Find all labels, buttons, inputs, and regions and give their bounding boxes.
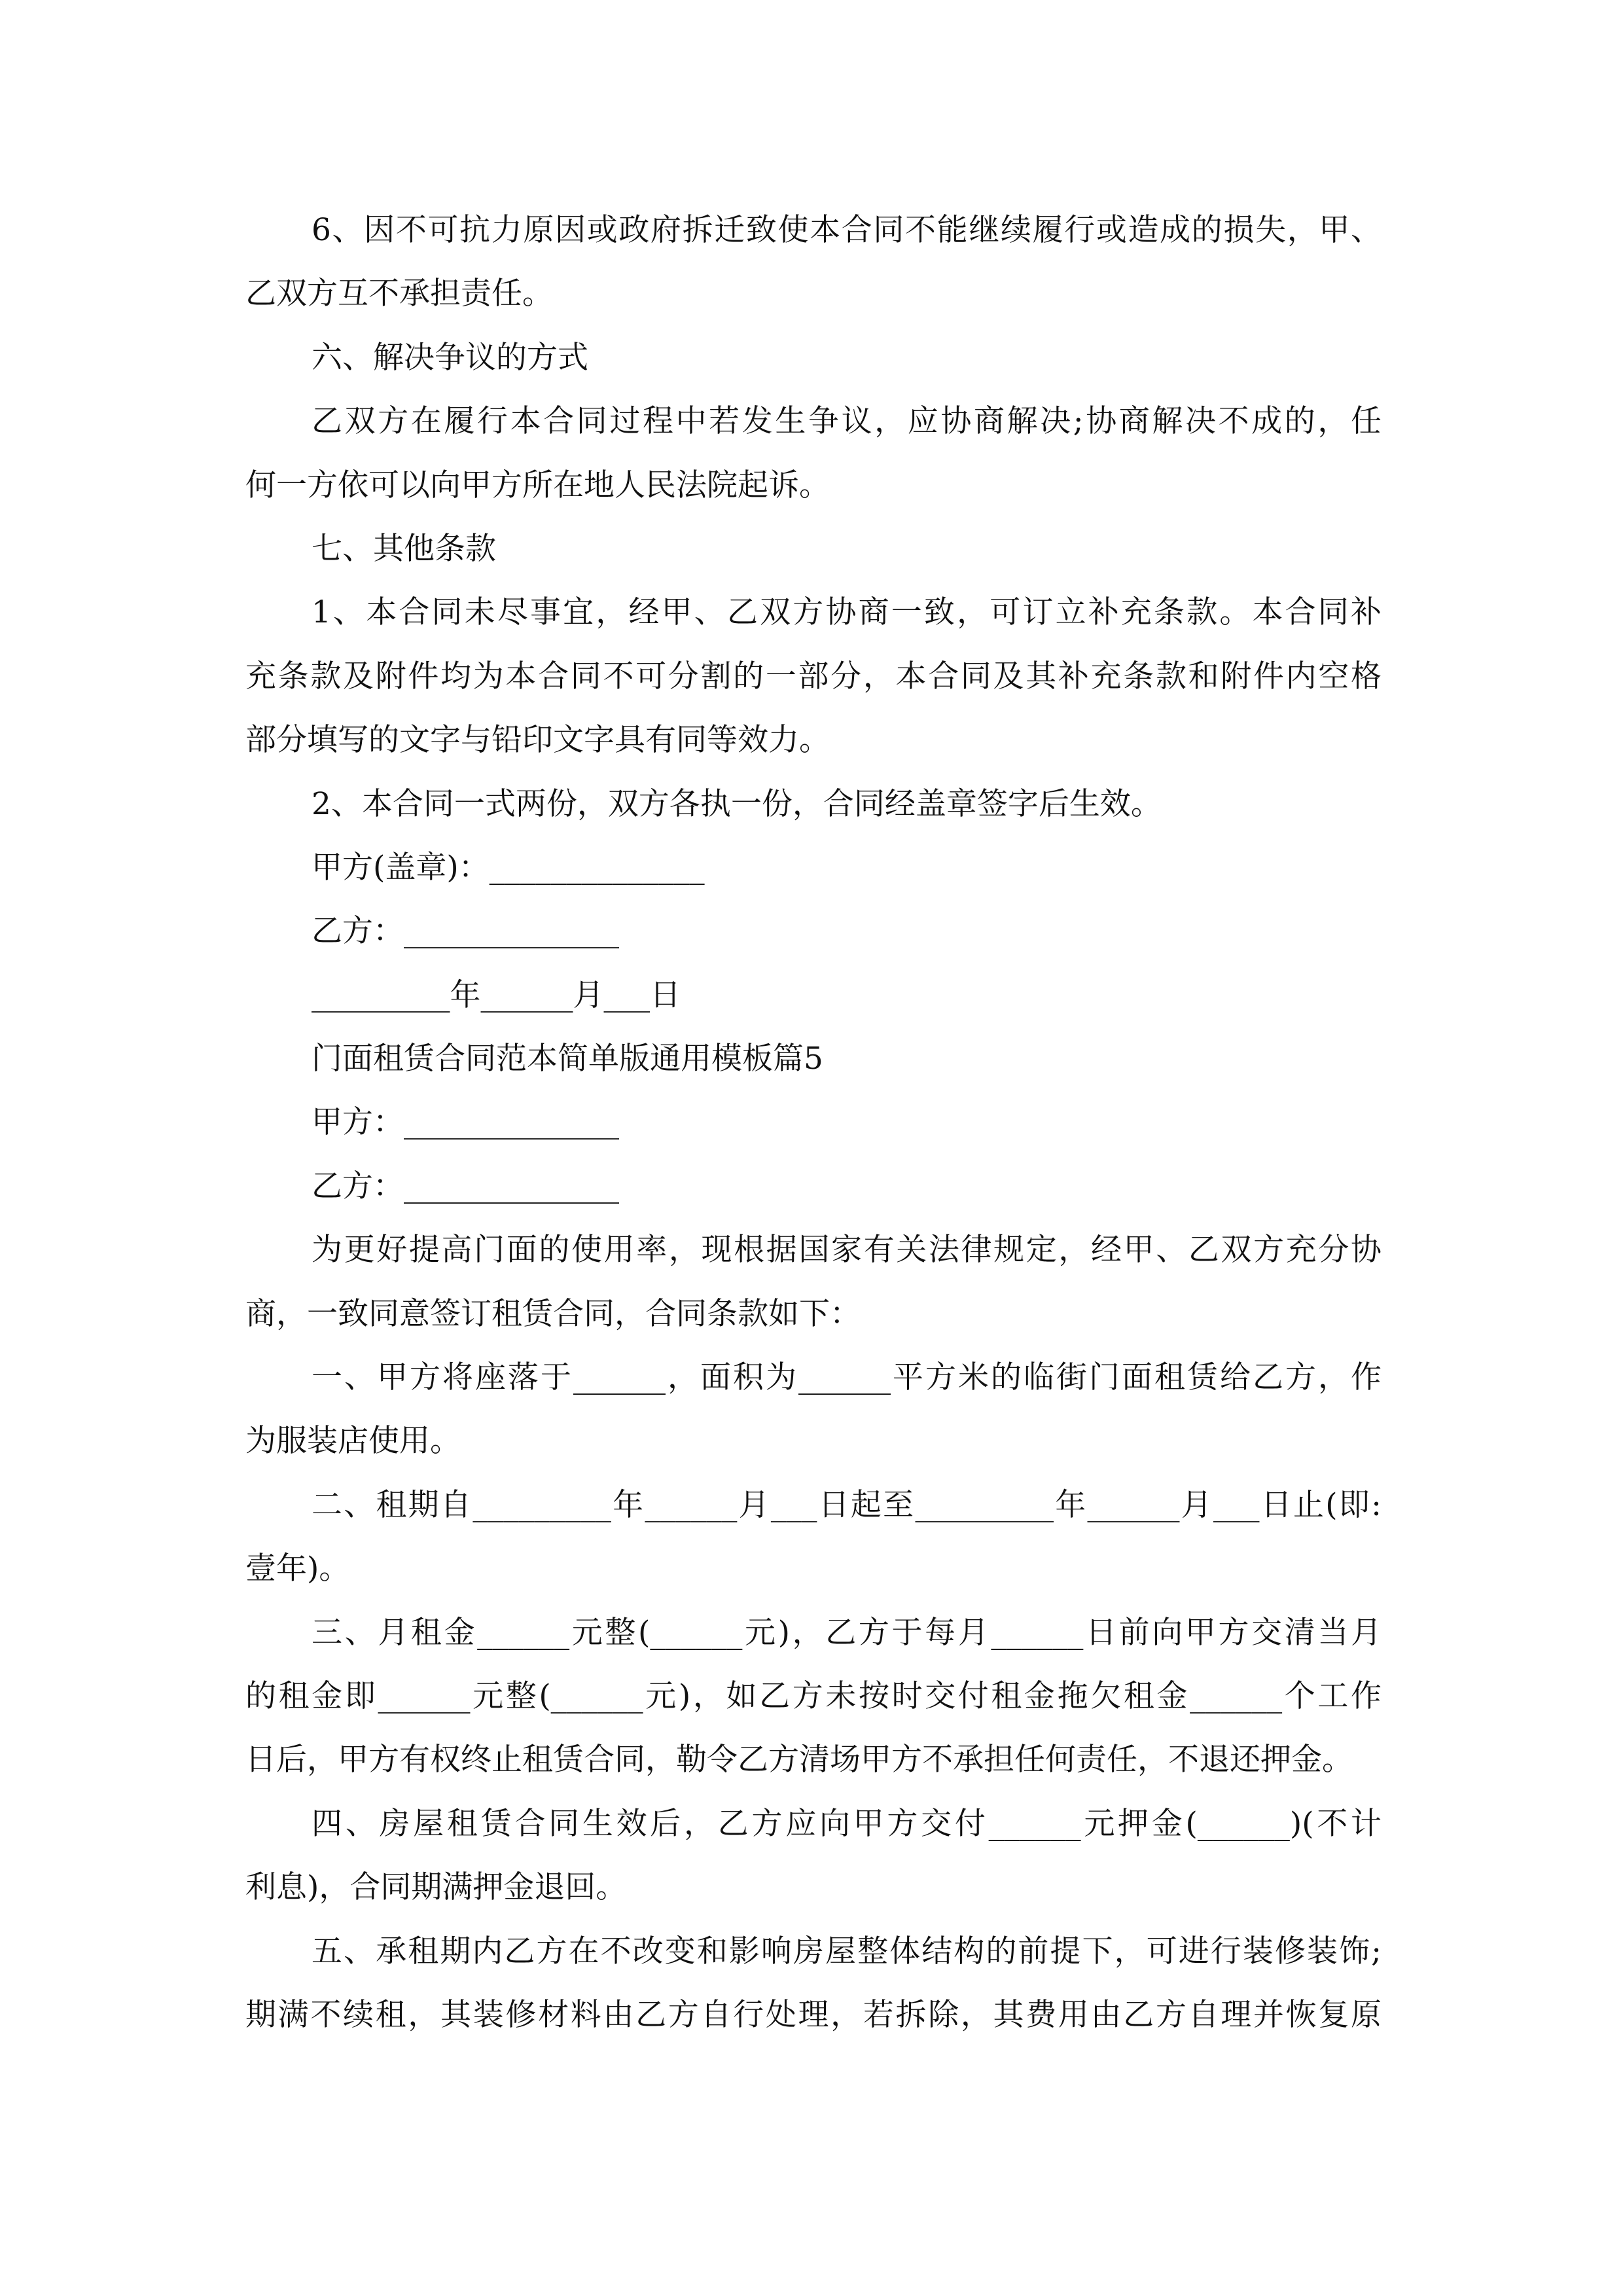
- text-line: 1、本合同未尽事宜，经甲、乙双方协商一致，可订立补充条款。本合同补: [312, 594, 1382, 631]
- paragraph: [245, 1218, 1382, 1346]
- paragraph: [245, 581, 1382, 772]
- text-line: 七、其他条款: [312, 530, 496, 567]
- text-line: 二、租期自_________年______月___日起至_________年______月___日止(即:: [312, 1486, 1382, 1523]
- paragraph: [245, 517, 1382, 581]
- text-line: 为更好提高门面的使用率，现根据国家有关法律规定，经甲、乙双方充分协: [312, 1232, 1382, 1268]
- text-line: 期满不续租，其装修材料由乙方自行处理，若拆除，其费用由乙方自理并恢复原: [245, 1996, 1382, 2033]
- paragraph: [245, 772, 1382, 836]
- paragraph: [245, 1090, 1382, 1154]
- paragraph: [245, 198, 1382, 326]
- paragraph: [245, 1155, 1382, 1218]
- paragraph: [245, 1346, 1382, 1473]
- text-line: 乙方：______________: [312, 913, 619, 950]
- paragraph: [245, 389, 1382, 517]
- paragraph: [245, 1473, 1382, 1601]
- paragraph: [245, 1792, 1382, 1920]
- text-line: 乙双方互不承担责任。: [245, 276, 553, 312]
- paragraph: [245, 899, 1382, 963]
- text-line: 为服装店使用。: [245, 1423, 461, 1460]
- text-line: 甲方：______________: [312, 1104, 619, 1141]
- document-body: [245, 198, 1382, 2047]
- paragraph: [245, 326, 1382, 389]
- text-line: 的租金即______元整(______元)，如乙方未按时交付租金拖欠租金______个工作: [245, 1677, 1382, 1714]
- paragraph: [245, 1920, 1382, 2047]
- text-line: 五、承租期内乙方在不改变和影响房屋整体结构的前提下，可进行装修装饰;: [312, 1933, 1382, 1969]
- text-line: 门面租赁合同范本简单版通用模板篇5: [312, 1041, 823, 1077]
- text-line: 何一方依可以向甲方所在地人民法院起诉。: [245, 467, 830, 503]
- text-line: 充条款及附件均为本合同不可分割的一部分，本合同及其补充条款和附件内空格: [245, 658, 1382, 694]
- text-line: 壹年)。: [245, 1551, 350, 1587]
- text-line: 三、月租金______元整(______元)，乙方于每月______日前向甲方交清当月: [312, 1614, 1382, 1651]
- text-line: 一、甲方将座落于______，面积为______平方米的临街门面租赁给乙方，作: [312, 1359, 1382, 1396]
- text-line: 四、房屋租赁合同生效后，乙方应向甲方交付______元押金(______)(不计: [312, 1805, 1382, 1842]
- paragraph: [245, 1027, 1382, 1090]
- text-line: 商，一致同意签订租赁合同，合同条款如下：: [245, 1295, 861, 1332]
- paragraph: [245, 963, 1382, 1027]
- paragraph: [245, 836, 1382, 899]
- text-line: _________年______月___日: [312, 977, 681, 1013]
- paragraph: [245, 1601, 1382, 1792]
- text-line: 6、因不可抗力原因或政府拆迁致使本合同不能继续履行或造成的损失，甲、: [312, 212, 1382, 248]
- text-line: 利息)，合同期满押金退回。: [245, 1869, 627, 1906]
- text-line: 六、解决争议的方式: [312, 339, 588, 376]
- text-line: 乙方：______________: [312, 1168, 619, 1204]
- text-line: 甲方(盖章)：______________: [312, 849, 705, 886]
- text-line: 乙双方在履行本合同过程中若发生争议，应协商解决;协商解决不成的，任: [312, 403, 1382, 440]
- text-line: 日后，甲方有权终止租赁合同，勒令乙方清场甲方不承担任何责任，不退还押金。: [245, 1742, 1353, 1778]
- text-line: 部分填写的文字与铅印文字具有同等效力。: [245, 722, 830, 759]
- text-line: 2、本合同一式两份，双方各执一份，合同经盖章签字后生效。: [312, 785, 1162, 822]
